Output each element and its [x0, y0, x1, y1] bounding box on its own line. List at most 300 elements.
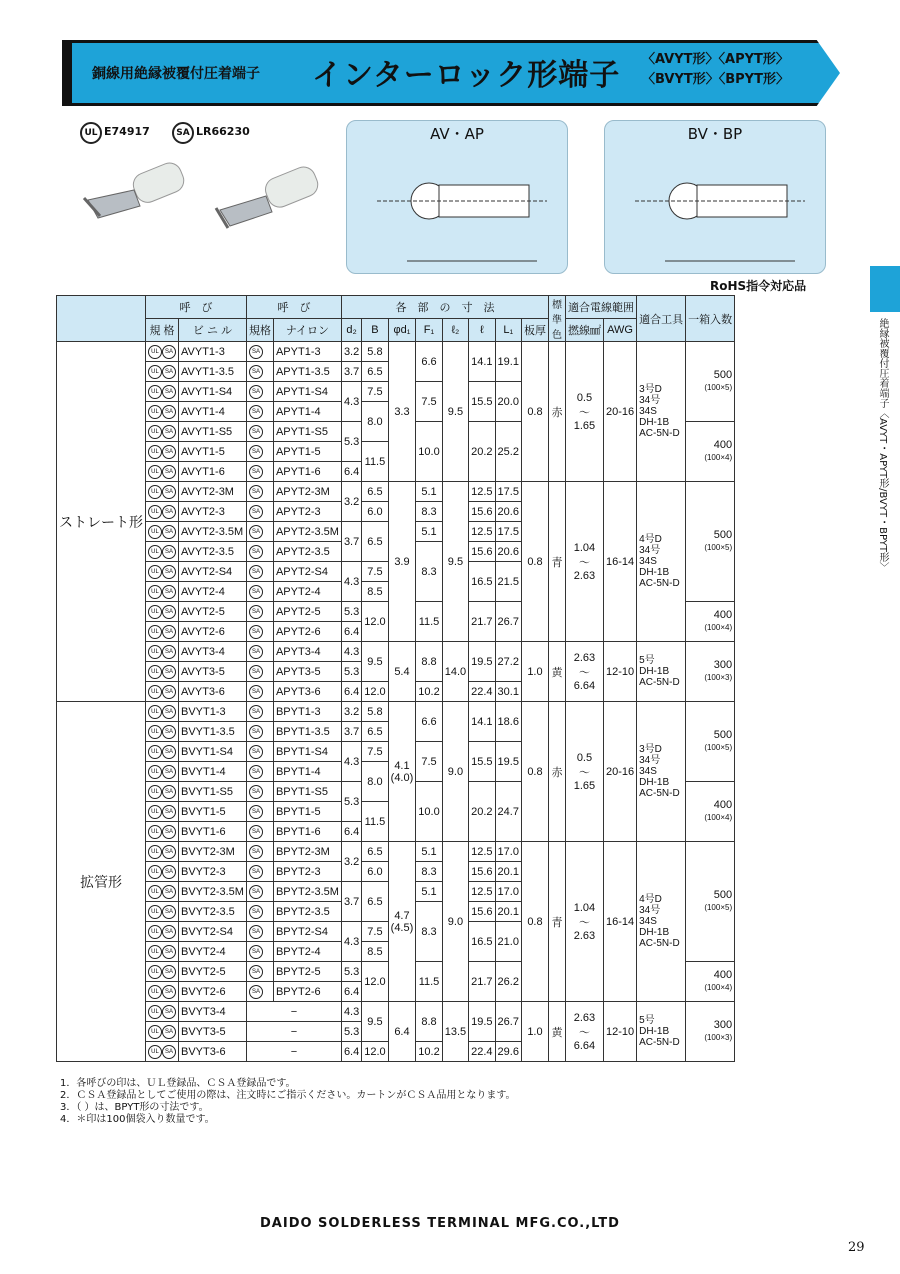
csa-icon-cell	[246, 802, 273, 822]
b: 9.5	[362, 642, 388, 682]
awg: 20-16	[603, 702, 636, 842]
cert-icons	[146, 842, 179, 862]
b: 6.0	[362, 502, 388, 522]
nylon-code: APYT1-S5	[273, 422, 341, 442]
ul-icon: UL	[148, 725, 162, 739]
d2: 6.4	[341, 682, 361, 702]
csa-icon: SA	[162, 525, 176, 539]
l1: 29.6	[495, 1042, 521, 1062]
csa-icon: SA	[249, 625, 263, 639]
f1: 8.3	[416, 862, 442, 882]
ul-icon: UL	[148, 345, 162, 359]
color: 青	[548, 842, 565, 1002]
type-line-2: 〈BVYT形〉〈BPYT形〉	[642, 72, 789, 87]
ul-icon: UL	[148, 1025, 162, 1039]
b: 8.5	[362, 582, 388, 602]
csa-icon: SA	[162, 865, 176, 879]
l: 20.2	[469, 782, 495, 842]
cert-icons	[146, 682, 179, 702]
cert-icons	[146, 422, 179, 442]
csa-icon-cell	[246, 682, 273, 702]
ul-icon: UL	[148, 825, 162, 839]
nylon-code: APYT2-5	[273, 602, 341, 622]
phi-d1: 5.4	[388, 642, 416, 702]
vinyl-code: BVYT2-3.5M	[179, 882, 247, 902]
cert-icons	[146, 762, 179, 782]
f1: 6.6	[416, 342, 442, 382]
header-phi-d1: φd₁	[388, 319, 416, 342]
b: 6.5	[362, 522, 388, 562]
nylon-code: APYT2-3	[273, 502, 341, 522]
csa-icon-cell	[246, 402, 273, 422]
f1: 8.8	[416, 642, 442, 682]
csa-icon: SA	[249, 745, 263, 759]
b: 11.5	[362, 442, 388, 482]
cert-icons	[146, 602, 179, 622]
csa-icon-cell	[246, 562, 273, 582]
f1: 7.5	[416, 742, 442, 782]
qty: 400 (100×4)	[686, 422, 735, 482]
b: 8.0	[362, 402, 388, 442]
b: 6.5	[362, 882, 388, 922]
header-d2: d₂	[341, 319, 361, 342]
note: 4．＊印は100個袋入り数量です。	[60, 1114, 215, 1125]
table-row	[57, 342, 735, 362]
csa-icon: SA	[249, 905, 263, 919]
l1: 30.1	[495, 682, 521, 702]
nylon-code: BPYT1-6	[273, 822, 341, 842]
csa-icon-cell	[246, 362, 273, 382]
cert-icons	[146, 662, 179, 682]
l1: 26.7	[495, 602, 521, 642]
csa-icon: SA	[249, 945, 263, 959]
color: 黄	[548, 1002, 565, 1062]
nylon-code: APYT1-3.5	[273, 362, 341, 382]
type-line-1: 〈AVYT形〉〈APYT形〉	[642, 52, 789, 67]
cert-icons	[146, 722, 179, 742]
csa-icon-cell	[246, 642, 273, 662]
csa-icon-cell	[246, 842, 273, 862]
l: 21.7	[469, 962, 495, 1002]
qty: 500 (100×5)	[686, 842, 735, 962]
vinyl-code: BVYT1-6	[179, 822, 247, 842]
ul-icon: UL	[148, 965, 162, 979]
d2: 6.4	[341, 462, 361, 482]
cert-icons	[146, 342, 179, 362]
awg: 16-14	[603, 482, 636, 642]
nylon-code: BPYT2-4	[273, 942, 341, 962]
d2: 4.3	[341, 1002, 361, 1022]
csa-icon: SA	[249, 965, 263, 979]
header-nylon: ナイロン	[273, 319, 341, 342]
vinyl-code: AVYT2-3M	[179, 482, 247, 502]
header-sq: 撚線㎟	[565, 319, 603, 342]
side-label: 絶縁被覆付圧着端子〈AVYT・APYT形/BVYT・BPYT形〉	[877, 318, 888, 572]
csa-icon-cell	[246, 762, 273, 782]
ul-icon: UL	[148, 845, 162, 859]
b: 6.0	[362, 862, 388, 882]
group-header	[57, 296, 146, 342]
nylon-code: BPYT2-3.5M	[273, 882, 341, 902]
awg: 16-14	[603, 842, 636, 1002]
l1: 20.1	[495, 862, 521, 882]
l: 14.1	[469, 342, 495, 382]
d2: 4.3	[341, 382, 361, 422]
tool: 4号D 34号 34S DH-1B AC-5N-D	[637, 842, 686, 1002]
d2: 6.4	[341, 1042, 361, 1062]
d2: 3.7	[341, 722, 361, 742]
b: 12.0	[362, 682, 388, 702]
csa-icon: SA	[162, 645, 176, 659]
note: 3．（ ）は、BPYT形の寸法です。	[60, 1102, 209, 1113]
csa-icon-cell	[246, 422, 273, 442]
csa-icon-cell	[246, 722, 273, 742]
nylon-code: −	[246, 1022, 341, 1042]
vinyl-code: BVYT1-3	[179, 702, 247, 722]
vinyl-code: BVYT2-5	[179, 962, 247, 982]
b: 12.0	[362, 962, 388, 1002]
d2: 4.3	[341, 642, 361, 662]
qty: 300 (100×3)	[686, 1002, 735, 1062]
nylon-code: −	[246, 1002, 341, 1022]
ul-icon: UL	[148, 585, 162, 599]
vinyl-code: AVYT3-4	[179, 642, 247, 662]
nylon-code: APYT3-6	[273, 682, 341, 702]
f1: 10.2	[416, 682, 442, 702]
cert-icons	[146, 962, 179, 982]
l1: 26.2	[495, 962, 521, 1002]
color: 黄	[548, 642, 565, 702]
terminal-photo	[78, 160, 338, 250]
ul-icon: UL	[148, 805, 162, 819]
diagram-bv-bp	[604, 120, 826, 274]
d2: 3.2	[341, 482, 361, 522]
b: 8.5	[362, 942, 388, 962]
d2: 5.3	[341, 662, 361, 682]
l1: 26.7	[495, 1002, 521, 1042]
table-row	[57, 1002, 735, 1022]
l1: 19.5	[495, 742, 521, 782]
l: 19.5	[469, 642, 495, 682]
header-kikaku2: 規格	[246, 319, 273, 342]
nylon-code: APYT1-S4	[273, 382, 341, 402]
cert-icons	[146, 742, 179, 762]
csa-icon: SA	[249, 785, 263, 799]
phi-d1: 4.7 (4.5)	[388, 842, 416, 1002]
nylon-code: APYT2-3.5M	[273, 522, 341, 542]
ul-icon: UL	[148, 365, 162, 379]
header-b: B	[362, 319, 388, 342]
header-dimensions: 各 部 の 寸 法	[341, 296, 548, 319]
l2: 9.0	[442, 842, 468, 1002]
l: 12.5	[469, 882, 495, 902]
csa-icon: SA	[162, 885, 176, 899]
d2: 5.3	[341, 602, 361, 622]
nylon-code: BPYT1-S4	[273, 742, 341, 762]
d2: 5.3	[341, 782, 361, 822]
csa-icon: SA	[249, 465, 263, 479]
vinyl-code: AVYT2-3	[179, 502, 247, 522]
phi-d1: 3.3	[388, 342, 416, 482]
vinyl-code: AVYT1-S5	[179, 422, 247, 442]
csa-icon-cell	[246, 502, 273, 522]
ul-icon: UL	[148, 925, 162, 939]
csa-icon: SA	[162, 365, 176, 379]
group-label-expanded: 拡管形	[57, 702, 146, 1062]
l: 22.4	[469, 682, 495, 702]
d2: 5.3	[341, 1022, 361, 1042]
cert-icons	[146, 502, 179, 522]
vinyl-code: BVYT2-4	[179, 942, 247, 962]
l: 15.5	[469, 382, 495, 422]
vinyl-code: AVYT2-5	[179, 602, 247, 622]
nylon-code: BPYT2-3M	[273, 842, 341, 862]
csa-icon-cell	[246, 822, 273, 842]
d2: 4.3	[341, 562, 361, 602]
l1: 24.7	[495, 782, 521, 842]
csa-icon: SA	[162, 385, 176, 399]
cert-icons	[146, 542, 179, 562]
l1: 17.5	[495, 522, 521, 542]
d2: 3.7	[341, 522, 361, 562]
l1: 27.2	[495, 642, 521, 682]
vinyl-code: AVYT2-4	[179, 582, 247, 602]
csa-icon: SA	[249, 665, 263, 679]
table-row	[57, 702, 735, 722]
csa-icon: SA	[249, 425, 263, 439]
tool: 5号 DH-1B AC-5N-D	[637, 1002, 686, 1062]
cert-icons	[146, 862, 179, 882]
cert-icons	[146, 822, 179, 842]
table-row	[57, 642, 735, 662]
nylon-code: BPYT2-3.5	[273, 902, 341, 922]
f1: 5.1	[416, 482, 442, 502]
l: 12.5	[469, 842, 495, 862]
csa-icon: SA	[162, 805, 176, 819]
d2: 3.2	[341, 842, 361, 882]
vinyl-code: BVYT1-3.5	[179, 722, 247, 742]
csa-icon-cell	[246, 342, 273, 362]
l2: 14.0	[442, 642, 468, 702]
cert-icons	[146, 562, 179, 582]
csa-icon: SA	[162, 785, 176, 799]
vinyl-code: AVYT2-S4	[179, 562, 247, 582]
l: 15.6	[469, 542, 495, 562]
ul-icon: UL	[148, 485, 162, 499]
csa-icon-cell	[246, 922, 273, 942]
cert-icons	[146, 922, 179, 942]
header-kikaku: 規 格	[146, 319, 179, 342]
wire-sq: 0.5 ～ 1.65	[565, 342, 603, 482]
terminal-photo-1	[84, 160, 187, 218]
csa-icon: SA	[162, 445, 176, 459]
csa-icon: SA	[162, 725, 176, 739]
color: 青	[548, 482, 565, 642]
note: 1．各呼びの印は、ＵＬ登録品、ＣＳＡ登録品です。	[60, 1078, 296, 1089]
csa-icon: SA	[162, 1005, 176, 1019]
header-wire-range: 適合電線範囲	[565, 296, 636, 319]
table-row	[57, 842, 735, 862]
diagram-caption: AV・AP	[430, 125, 484, 143]
l1: 21.5	[495, 562, 521, 602]
cert-icons	[146, 462, 179, 482]
csa-icon: SA	[162, 465, 176, 479]
qty: 400 (100×4)	[686, 782, 735, 842]
nylon-code: BPYT2-3	[273, 862, 341, 882]
b: 7.5	[362, 562, 388, 582]
header-tool: 適合工具	[637, 296, 686, 342]
vinyl-code: AVYT2-6	[179, 622, 247, 642]
ul-icon: UL	[148, 765, 162, 779]
csa-icon: SA	[249, 805, 263, 819]
vinyl-code: AVYT3-6	[179, 682, 247, 702]
color: 赤	[548, 342, 565, 482]
cert-icons	[146, 782, 179, 802]
vinyl-code: BVYT3-4	[179, 1002, 247, 1022]
vinyl-code: BVYT1-4	[179, 762, 247, 782]
vinyl-code: BVYT3-5	[179, 1022, 247, 1042]
nylon-code: BPYT2-6	[273, 982, 341, 1002]
ul-icon: UL	[148, 645, 162, 659]
l: 14.1	[469, 702, 495, 742]
csa-icon-cell	[246, 702, 273, 722]
d2: 5.3	[341, 962, 361, 982]
vinyl-code: AVYT2-3.5M	[179, 522, 247, 542]
d2: 6.4	[341, 982, 361, 1002]
cert-icons	[146, 982, 179, 1002]
nylon-code: BPYT1-5	[273, 802, 341, 822]
vinyl-code: AVYT1-4	[179, 402, 247, 422]
csa-cert	[172, 122, 250, 144]
csa-icon: SA	[162, 685, 176, 699]
f1: 8.3	[416, 902, 442, 962]
csa-icon: SA	[162, 425, 176, 439]
nylon-code: APYT1-5	[273, 442, 341, 462]
nylon-code: BPYT2-S4	[273, 922, 341, 942]
cert-icons	[146, 902, 179, 922]
csa-icon: SA	[249, 825, 263, 839]
f1: 6.6	[416, 702, 442, 742]
csa-icon: SA	[249, 605, 263, 619]
csa-icon: SA	[249, 385, 263, 399]
l: 20.2	[469, 422, 495, 482]
vinyl-code: AVYT1-6	[179, 462, 247, 482]
subtitle: 銅線用絶縁被覆付圧着端子	[92, 66, 260, 82]
ul-icon: UL	[80, 122, 102, 144]
ul-icon: UL	[148, 1045, 162, 1059]
footnotes	[60, 1078, 516, 1126]
f1: 10.0	[416, 782, 442, 842]
wire-sq: 0.5 ～ 1.65	[565, 702, 603, 842]
ul-number: E74917	[104, 125, 150, 138]
vinyl-code: BVYT2-3	[179, 862, 247, 882]
csa-icon: SA	[162, 925, 176, 939]
csa-icon: SA	[162, 405, 176, 419]
csa-icon-cell	[246, 902, 273, 922]
b: 7.5	[362, 922, 388, 942]
ul-icon: UL	[148, 1005, 162, 1019]
csa-icon: SA	[162, 345, 176, 359]
spec-table	[56, 295, 735, 1062]
header-l: ℓ	[469, 319, 495, 342]
nylon-code: BPYT1-S5	[273, 782, 341, 802]
ul-icon: UL	[148, 465, 162, 479]
vinyl-code: BVYT2-3M	[179, 842, 247, 862]
csa-icon: SA	[249, 885, 263, 899]
f1: 8.3	[416, 542, 442, 602]
d2: 4.3	[341, 742, 361, 782]
csa-icon: SA	[249, 445, 263, 459]
nylon-code: −	[246, 1042, 341, 1062]
csa-icon: SA	[162, 945, 176, 959]
csa-icon: SA	[162, 1045, 176, 1059]
ul-icon: UL	[148, 785, 162, 799]
f1: 11.5	[416, 602, 442, 642]
d2: 6.4	[341, 822, 361, 842]
csa-icon: SA	[162, 565, 176, 579]
thickness: 0.8	[521, 842, 548, 1002]
l1: 17.0	[495, 882, 521, 902]
ul-icon: UL	[148, 445, 162, 459]
csa-icon-cell	[246, 382, 273, 402]
f1: 11.5	[416, 962, 442, 1002]
csa-icon: SA	[249, 525, 263, 539]
nylon-code: APYT2-3M	[273, 482, 341, 502]
csa-icon: SA	[162, 905, 176, 919]
vinyl-code: AVYT1-3.5	[179, 362, 247, 382]
b: 7.5	[362, 742, 388, 762]
f1: 10.0	[416, 422, 442, 482]
tool: 4号D 34号 34S DH-1B AC-5N-D	[637, 482, 686, 642]
csa-icon: SA	[162, 665, 176, 679]
cert-icons	[146, 522, 179, 542]
d2: 3.2	[341, 342, 361, 362]
qty: 400 (100×4)	[686, 602, 735, 642]
ul-icon: UL	[148, 505, 162, 519]
csa-icon-cell	[246, 962, 273, 982]
nylon-code: BPYT1-3	[273, 702, 341, 722]
cert-icons	[146, 622, 179, 642]
rohs-label: RoHS指令対応品	[710, 279, 807, 293]
csa-icon: SA	[162, 845, 176, 859]
csa-icon: SA	[162, 1025, 176, 1039]
l2: 9.5	[442, 482, 468, 642]
cert-icons	[146, 942, 179, 962]
csa-icon-cell	[246, 622, 273, 642]
vinyl-code: AVYT2-3.5	[179, 542, 247, 562]
qty: 300 (100×3)	[686, 642, 735, 702]
nylon-code: APYT1-6	[273, 462, 341, 482]
b: 12.0	[362, 602, 388, 642]
d2: 3.7	[341, 362, 361, 382]
page-number: 29	[848, 1240, 865, 1255]
d2: 5.3	[341, 422, 361, 462]
nylon-code: BPYT1-4	[273, 762, 341, 782]
csa-icon: SA	[249, 345, 263, 359]
vinyl-code: BVYT1-S4	[179, 742, 247, 762]
l: 16.5	[469, 562, 495, 602]
awg: 20-16	[603, 342, 636, 482]
header-yobi-nylon: 呼 び	[246, 296, 341, 319]
nylon-code: BPYT2-5	[273, 962, 341, 982]
thickness: 1.0	[521, 1002, 548, 1062]
ul-icon: UL	[148, 525, 162, 539]
tool: 5号 DH-1B AC-5N-D	[637, 642, 686, 702]
header-vinyl: ビ ニ ル	[179, 319, 247, 342]
l: 15.6	[469, 862, 495, 882]
ul-icon: UL	[148, 625, 162, 639]
f1: 10.2	[416, 1042, 442, 1062]
